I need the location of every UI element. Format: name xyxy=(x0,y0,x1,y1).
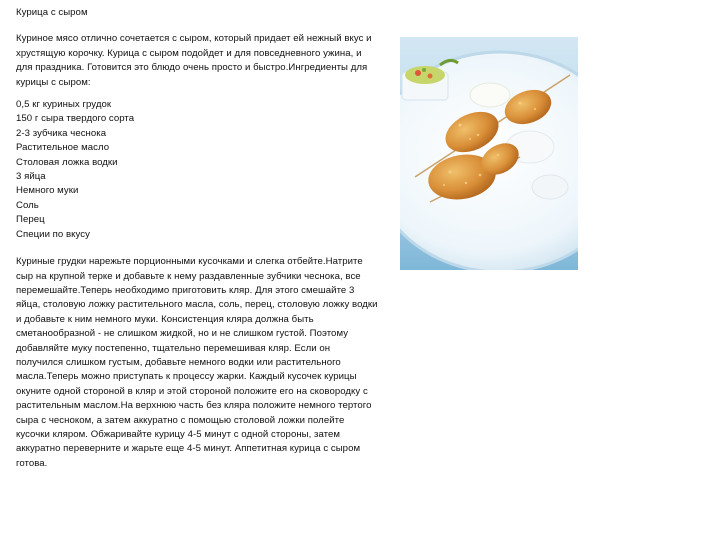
recipe-title: Курица с сыром xyxy=(16,7,88,18)
recipe-text xyxy=(16,6,378,471)
ingredient-item: Специи по вкусу xyxy=(16,228,90,240)
recipe-intro: Куриное мясо отлично сочетается с сыром, который придает ей нежный вкус и хрустящую корочку. Курица с сыром подойдет и для повседневного ужина, и для праздника. Готовится это блюдо очень просто и быстро.Ингредиенты для курицы с сыром: xyxy=(16,33,372,88)
ingredient-item: Столовая ложка водки xyxy=(16,156,118,168)
fried-chicken-skewers-photo xyxy=(400,37,578,270)
ingredient-item: Немного муки xyxy=(16,185,79,197)
ingredient-item: Растительное масло xyxy=(16,142,110,154)
ingredient-item: 2-3 зубчика чеснока xyxy=(16,127,107,139)
ingredients-list xyxy=(16,98,378,242)
garnish xyxy=(470,83,510,107)
ingredient-item: Соль xyxy=(16,199,39,211)
ingredient-item: 150 г сыра твердого сорта xyxy=(16,113,135,125)
ingredient-item: Перец xyxy=(16,214,45,226)
recipe-method: Куриные грудки нарежьте порционными кусочками и слегка отбейте.Натрите сыр на крупной терке и добавьте к нему раздавленные зубчики чеснока, все перемешайте.Теперь необходимо приготовить кляр. Для этого смешайте 3 яйца, столовую ложку растительного масла, соль, перец, столовую ложку водки и добавьте к ним немного муки. Консистенция кляра должна быть сметанообразной - не слишком жидкой, но и не слишком густой. Поэтому добавляйте муку постепенно, тщательно перемешивая кляр. Если он получился слишком густым, добавьте немного водки или растительного масла.Теперь можно приступать к процессу жарки. Каждый кусочек курицы окуните одной стороной в кляр и этой стороной положите его на сковородку с растительным маслом.На верхнюю часть без кляра положите немного тертого сыра с чесноком, а затем аккуратно с помощью столовой ложки полейте кусочки кляром. Обжаривайте курицу 4-5 минут с одной стороны, затем аккуратно переверните и жарьте еще 4-5 минут. Аппетитная курица с сыром готова. xyxy=(16,256,378,469)
ingredient-item: 0,5 кг куриных грудок xyxy=(16,99,112,111)
ingredient-item: 3 яйца xyxy=(16,171,46,183)
